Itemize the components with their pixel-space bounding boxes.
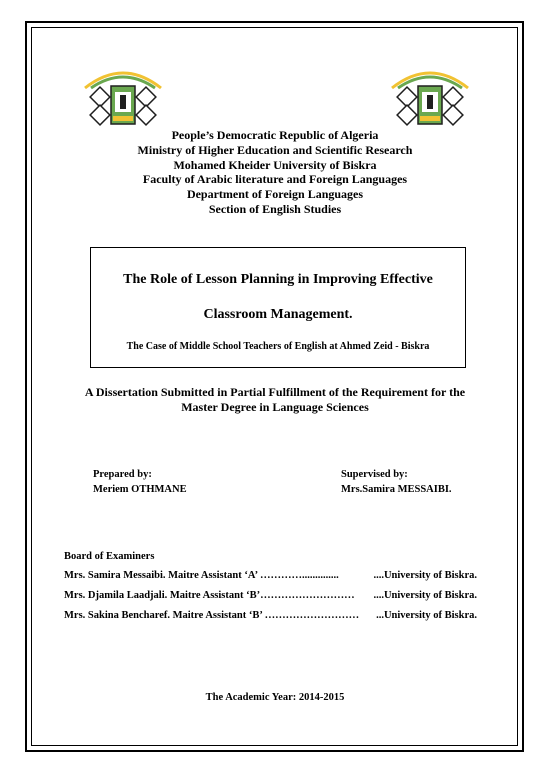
university-logo-icon (384, 64, 476, 128)
section-line: Section of English Studies (208, 201, 342, 216)
title-box (90, 247, 466, 368)
dissertation-line-2: Master Degree in Language Sciences (181, 400, 369, 414)
dissertation-line-1: A Dissertation Submitted in Partial Fulfillment of the Requirement for the (84, 385, 466, 399)
supervised-by-label: Supervised by: (341, 469, 408, 480)
title-line-2: Classroom Management. (203, 307, 353, 322)
examiner-affiliation: ...University of Biskra. (376, 610, 477, 621)
board-title: Board of Examiners (64, 551, 155, 562)
examiner-row (64, 570, 477, 581)
title-subtitle: The Case of Middle School Teachers of English at Ahmed Zeid - Biskra (126, 341, 430, 352)
supervisor-name: Mrs.Samira MESSAIBI. (341, 484, 452, 495)
examiner-affiliation: ....University of Biskra. (373, 590, 477, 601)
examiner-row (64, 610, 477, 621)
republic-line: People’s Democratic Republic of Algeria (171, 128, 379, 142)
supervised-by-block (341, 467, 452, 497)
department-line: Department of Foreign Languages (186, 187, 364, 202)
prepared-by-label: Prepared by: (93, 469, 152, 480)
board-of-examiners (64, 551, 477, 630)
title-line-1: The Role of Lesson Planning in Improving Effective (123, 272, 433, 287)
institution-header (0, 128, 550, 217)
academic-year: The Academic Year: 2014-2015 (205, 692, 345, 703)
dissertation-statement (0, 385, 550, 415)
student-name: Meriem OTHMANE (93, 484, 187, 495)
university-logo-icon (77, 64, 169, 128)
examiner-text: Mrs. Samira Messaibi. Maitre Assistant ‘A’ ………….............. (64, 570, 339, 581)
ministry-line: Ministry of Higher Education and Scientific Research (137, 142, 413, 157)
prepared-by-block (93, 467, 187, 497)
examiner-affiliation: ....University of Biskra. (373, 570, 477, 581)
examiner-text: Mrs. Sakina Bencharef. Maitre Assistant ‘B’ ……………………… (64, 610, 360, 621)
university-line: Mohamed Kheider University of Biskra (173, 157, 377, 172)
faculty-line: Faculty of Arabic literature and Foreign Languages (142, 172, 408, 187)
examiner-text: Mrs. Djamila Laadjali. Maitre Assistant ‘B’……………………… (64, 590, 355, 601)
examiner-row (64, 590, 477, 601)
